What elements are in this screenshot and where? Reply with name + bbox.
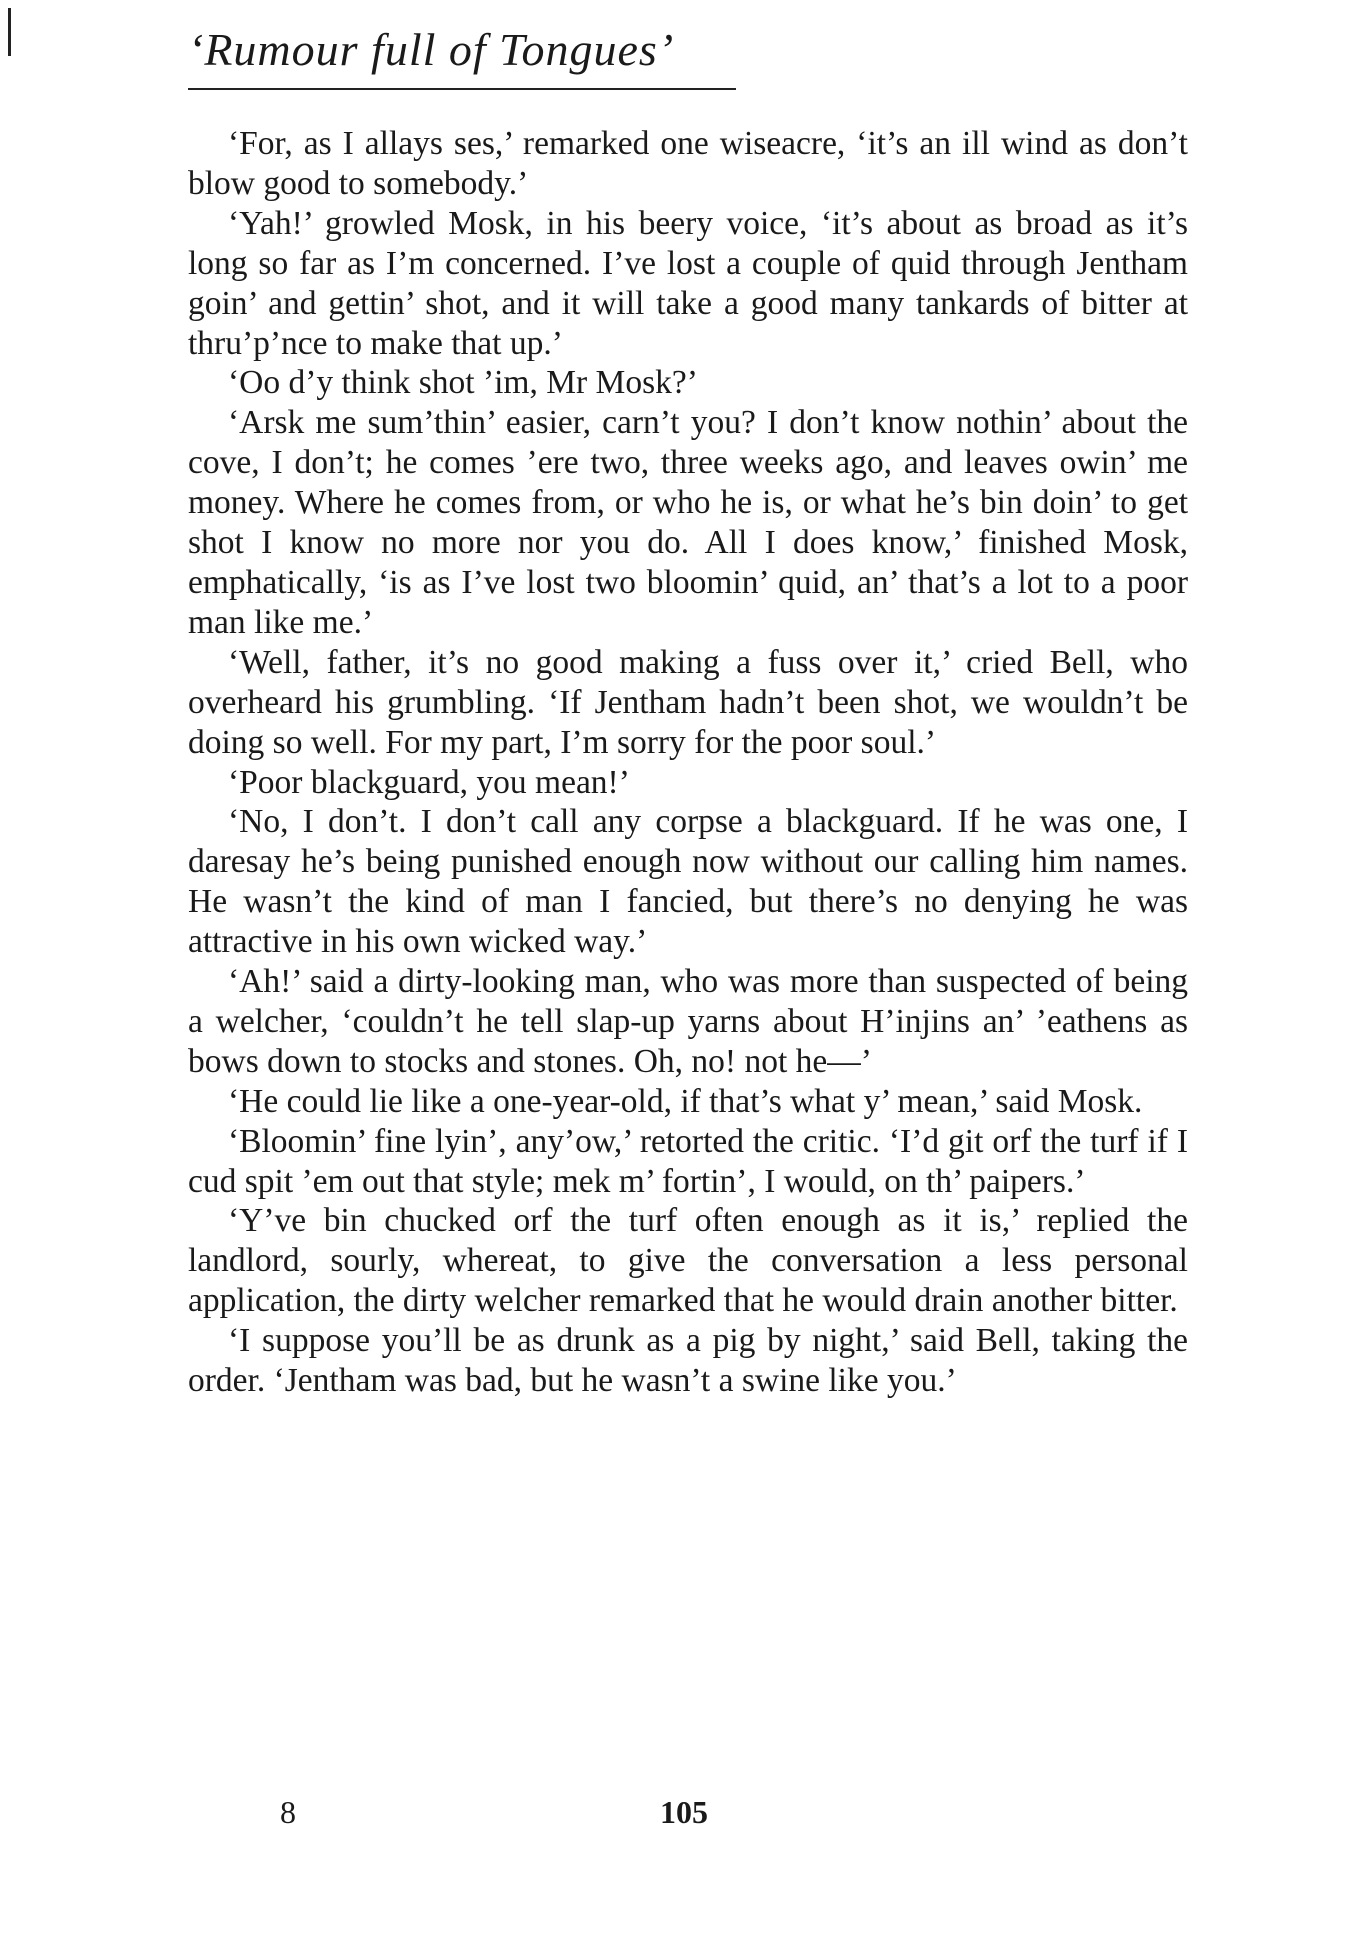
- signature-mark: 8: [280, 1794, 296, 1830]
- paragraph: ‘Ah!’ said a dirty-looking man, who was more than suspected of being a welcher, ‘couldn’t he tell slap-up yarns about H’injins an’ ’eathens as bows down to stocks and stones. Oh, no! not he—’: [188, 963, 1188, 1080]
- paragraph: ‘Oo d’y think shot ’im, Mr Mosk?’: [228, 364, 698, 402]
- page-footer: [188, 1790, 1188, 1840]
- paragraph: ‘Y’ve bin chucked orf the turf often enough as it is,’ replied the landlord, sourly, whereat, to give the conversation a less personal application, the dirty welcher remarked that he would drain another bitter.: [188, 1202, 1188, 1320]
- paragraph: ‘No, I don’t. I don’t call any corpse a blackguard. If he was one, I daresay he’s being punished enough now without our calling him names. He wasn’t the kind of man I fancied, but there’s no denying he was attractive in his own wicked way.’: [188, 803, 1188, 961]
- paragraph: ‘Poor blackguard, you mean!’: [228, 763, 630, 801]
- running-title: ‘Rumour full of Tongues’: [188, 24, 675, 75]
- paragraph: ‘Arsk me sum’thin’ easier, carn’t you? I don’t know nothin’ about the cove, I don’t; he comes ’ere two, three weeks ago, and leaves owin’ me money. Where he comes from, or who he is, or what he’s bin doin’ to get shot I know no more nor you do. All I does know,’ finished Mosk, emphatically, ‘is as I’ve lost two bloomin’ quid, an’ that’s a lot to a poor man like me.’: [188, 404, 1188, 641]
- paragraph: ‘Yah!’ growled Mosk, in his beery voice, ‘it’s about as broad as it’s long so far as I’m concerned. I’ve lost a couple of quid through Jentham goin’ and gettin’ shot, and it will take a good many tankards of bitter at thru’p’nce to make that up.’: [188, 204, 1188, 362]
- paragraph: ‘Well, father, it’s no good making a fuss over it,’ cried Bell, who overheard his grumbling. ‘If Jentham hadn’t been shot, we wouldn’t be doing so well. For my part, I’m sorry for the poor soul.’: [188, 643, 1188, 761]
- paragraph: ‘For, as I allays ses,’ remarked one wiseacre, ‘it’s an ill wind as don’t blow good to somebody.’: [188, 125, 1188, 202]
- paragraph: ‘I suppose you’ll be as drunk as a pig by night,’ said Bell, taking the order. ‘Jentham was bad, but he wasn’t a swine like you.’: [188, 1322, 1188, 1400]
- scan-edge-mark: [8, 8, 11, 56]
- page-number: 105: [660, 1794, 708, 1830]
- body-text: [188, 124, 1188, 1401]
- paragraph: ‘Bloomin’ fine lyin’, any’ow,’ retorted the critic. ‘I’d git orf the turf if I cud spit ’em out that style; mek m’ fortin’, I would, on th’ paipers.’: [188, 1122, 1188, 1200]
- running-head: [188, 22, 736, 90]
- paragraph: ‘He could lie like a one-year-old, if that’s what y’ mean,’ said Mosk.: [228, 1082, 1143, 1120]
